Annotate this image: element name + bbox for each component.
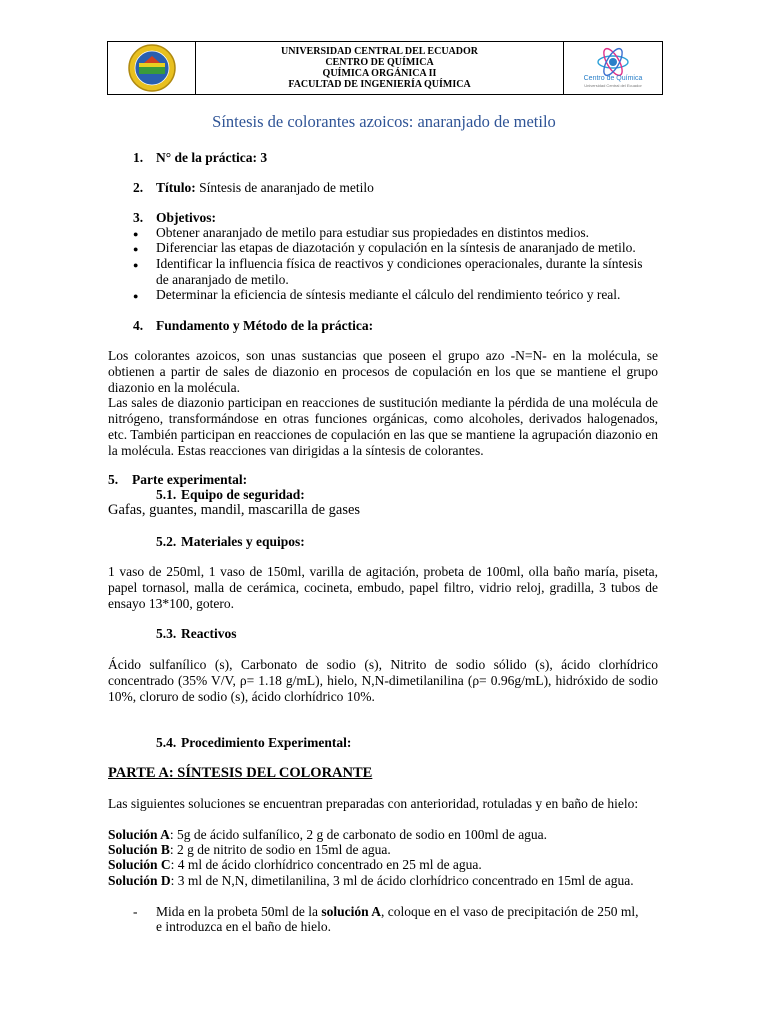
header-line-center: CENTRO DE QUÍMICA xyxy=(325,57,434,68)
solution-line xyxy=(108,857,482,873)
bullet-icon: ● xyxy=(133,229,139,239)
header-right-logo-cell xyxy=(564,42,662,94)
fundamento-paragraph-1: Los colorantes azoicos, son unas sustancias que poseen el grupo azo -N=N- en la molécula, se obtienen a partir de sales de diazonio en procesos de copulación en los que se mantiene el grupo diazonio en la molécula. xyxy=(108,348,658,395)
parte-a-heading: PARTE A: SÍNTESIS DEL COLORANTE xyxy=(108,765,373,781)
solution-line xyxy=(108,827,547,843)
subsection-5-1-number: 5.1. xyxy=(156,487,177,502)
parte-a-intro: Las siguientes soluciones se encuentran preparadas con anterioridad, rotuladas y en baño de hielo: xyxy=(108,796,639,811)
solution-text: : 5g de ácido sulfanílico, 2 g de carbonato de sodio en 100ml de agua. xyxy=(169,827,548,842)
objective-item: Obtener anaranjado de metilo para estudiar sus propiedades en distintos medios. xyxy=(156,225,590,240)
bullet-icon: ● xyxy=(133,291,139,301)
section-5-number: 5. xyxy=(108,472,119,487)
subsection-5-4-label: Procedimiento Experimental: xyxy=(181,735,352,750)
bullet-icon: ● xyxy=(133,244,139,254)
atom-logo-text: Centro de Química xyxy=(583,75,643,82)
solution-label: Solución A xyxy=(108,827,170,842)
subsection-5-3-label: Reactivos xyxy=(181,626,237,641)
section-2-text: Síntesis de anaranjado de metilo xyxy=(195,180,374,195)
section-1-label: N° de la práctica: 3 xyxy=(156,150,268,165)
header-left-logo-cell xyxy=(108,42,196,94)
section-2-number: 2. xyxy=(133,180,144,195)
header-line-university: UNIVERSIDAD CENTRAL DEL ECUADOR xyxy=(281,46,478,57)
document-header xyxy=(107,41,663,95)
section-1-number: 1. xyxy=(133,150,144,165)
solution-line xyxy=(108,873,634,889)
university-seal-icon xyxy=(108,42,196,94)
header-line-faculty: FACULTAD DE INGENIERÍA QUÍMICA xyxy=(288,79,471,90)
objective-item-continuation: de anaranjado de metilo. xyxy=(156,272,289,287)
subsection-5-2-number: 5.2. xyxy=(156,534,177,549)
solution-label: Solución C xyxy=(108,857,171,872)
subsection-5-1-label: Equipo de seguridad: xyxy=(181,487,305,502)
section-4-label: Fundamento y Método de la práctica: xyxy=(156,318,374,333)
header-institution-block xyxy=(196,42,564,94)
atom-logo-subtext: Universidad Central del Ecuador xyxy=(584,83,642,88)
solution-text: : 2 g de nitrito de sodio en 15ml de agua. xyxy=(169,842,391,857)
procedure-step-continuation: e introduzca en el baño de hielo. xyxy=(156,919,332,934)
safety-equipment-text: Gafas, guantes, mandil, mascarilla de gases xyxy=(108,502,361,518)
subsection-5-4-number: 5.4. xyxy=(156,735,177,750)
solution-label: Solución B xyxy=(108,842,170,857)
header-line-course: QUÍMICA ORGÁNICA II xyxy=(322,68,437,79)
procedure-step xyxy=(156,904,639,920)
objective-item: Identificar la influencia física de reactivos y condiciones operacionales, durante la síntesis xyxy=(156,256,643,271)
subsection-5-3-number: 5.3. xyxy=(156,626,177,641)
section-3-number: 3. xyxy=(133,210,144,225)
step-text-post: , coloque en el vaso de precipitación de 250 ml, xyxy=(380,904,639,919)
solution-text: : 4 ml de ácido clorhídrico concentrado en 25 ml de agua. xyxy=(170,857,482,872)
subsection-5-2-label: Materiales y equipos: xyxy=(181,534,305,549)
fundamento-paragraph-2: Las sales de diazonio participan en reacciones de sustitución mediante la pérdida de una molécula de nitrógeno, transformándose en otras funciones orgánicas, como alcoholes, derivados halogenados, etc. También participan en reacciones de copulación en las que se mantiene la agrupación diazonio en la molécula. Estas reacciones van dirigidas a la síntesis de colorantes. xyxy=(108,395,658,458)
section-4-number: 4. xyxy=(133,318,144,333)
step-text-pre: Mida en la probeta 50ml de la xyxy=(156,904,322,919)
reagents-text: Ácido sulfanílico (s), Carbonato de sodio (s), Nitrito de sodio sólido (s), ácido clorhídrico concentrado (35% V/V, ρ= 1.18 g/mL), hielo, N,N-dimetilanilina (ρ= 0.96g/mL), hidróxido de sodio 10%, cloruro de sodio (s), ácido clorhídrico 10%. xyxy=(108,657,658,704)
bullet-icon: ● xyxy=(133,260,139,270)
document-title: Síntesis de colorantes azoicos: anaranjado de metilo xyxy=(212,112,556,131)
section-2-line xyxy=(156,180,374,196)
solution-label: Solución D xyxy=(108,873,171,888)
materials-text: 1 vaso de 250ml, 1 vaso de 150ml, varilla de agitación, probeta de 100ml, olla baño maría, piseta, papel tornasol, malla de cerámica, cocineta, embudo, papel filtro, vidrio reloj, gradilla, 3 tubos de ensayo 13*100, gotero. xyxy=(108,564,658,611)
solution-line xyxy=(108,842,391,858)
section-5-label: Parte experimental: xyxy=(132,472,248,487)
solution-text: : 3 ml de N,N, dimetilanilina, 3 ml de ácido clorhídrico concentrado en 15ml de agua. xyxy=(170,873,634,888)
step-dash: - xyxy=(133,904,138,919)
objective-item: Diferenciar las etapas de diazotación y copulación en la síntesis de anaranjado de metilo. xyxy=(156,240,636,255)
step-text-bold: solución A xyxy=(321,904,381,919)
objective-item: Determinar la eficiencia de síntesis mediante el cálculo del rendimiento teórico y real. xyxy=(156,287,621,302)
section-3-label: Objetivos: xyxy=(156,210,216,225)
section-2-label: Título: xyxy=(156,180,196,195)
